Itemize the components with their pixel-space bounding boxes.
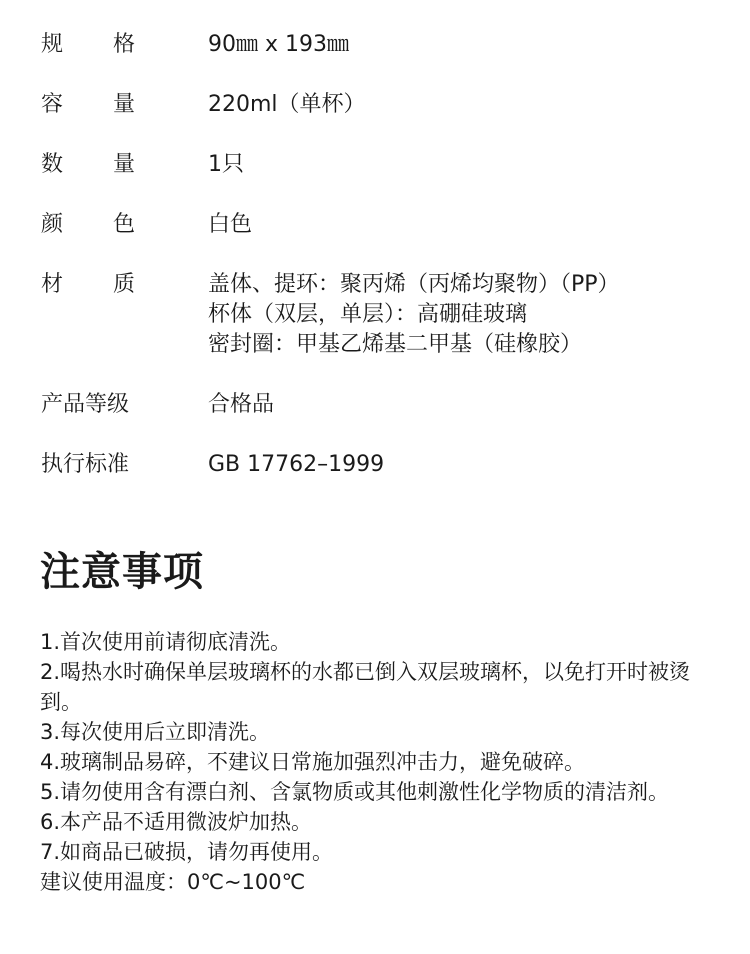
notice-list <box>40 627 712 897</box>
notice-title: 注意事项 <box>40 549 204 595</box>
spec-value <box>208 270 718 360</box>
notice-item: 2.喝热水时确保单层玻璃杯的水都已倒入双层玻璃杯，以免打开时被烫到。 <box>40 660 691 714</box>
spec-label-char: 质 <box>112 272 135 297</box>
spec-value-line: 合格品 <box>208 392 275 417</box>
spec-value-line: 白色 <box>208 212 253 237</box>
spec-label-char: 容 <box>41 92 64 117</box>
spec-value-line: 220ml（单杯） <box>208 92 366 117</box>
spec-value <box>208 30 718 60</box>
spec-value-line: GB 17762–1999 <box>208 452 385 477</box>
spec-value-line: 杯体（双层，单层）：高硼硅玻璃 <box>208 302 528 327</box>
spec-label-char: 量 <box>112 152 135 177</box>
spec-label-char: 颜 <box>41 212 64 237</box>
notice-item: 6.本产品不适用微波炉加热。 <box>40 810 313 834</box>
spec-label-char: 规 <box>41 32 64 57</box>
spec-label <box>41 30 135 60</box>
notice-item: 4.玻璃制品易碎，不建议日常施加强烈冲击力，避免破碎。 <box>40 750 586 774</box>
spec-label <box>41 210 135 240</box>
spec-value-line: 密封圈：甲基乙烯基二甲基（硅橡胶） <box>208 332 583 357</box>
spec-label-char: 量 <box>112 92 135 117</box>
spec-value-line: 1只 <box>208 152 244 177</box>
spec-label: 执行标准 <box>41 452 130 477</box>
spec-value <box>208 390 718 420</box>
spec-label-char: 材 <box>41 272 64 297</box>
spec-label-char: 数 <box>41 152 64 177</box>
spec-label-char: 格 <box>112 32 135 57</box>
spec-value <box>208 150 718 180</box>
notice-item: 建议使用温度：0℃~100℃ <box>40 870 306 894</box>
spec-label-char: 色 <box>112 212 135 237</box>
notice-item: 5.请勿使用含有漂白剂、含氯物质或其他刺激性化学物质的清洁剂。 <box>40 780 670 804</box>
spec-label: 产品等级 <box>41 392 130 417</box>
spec-value <box>208 90 718 120</box>
spec-label <box>41 150 135 180</box>
notice-item: 3.每次使用后立即清洗。 <box>40 720 271 744</box>
spec-value <box>208 450 718 480</box>
spec-value-line: 盖体、提环：聚丙烯（丙烯均聚物）（PP） <box>208 272 620 297</box>
spec-label <box>41 270 135 300</box>
spec-label <box>41 90 135 120</box>
notice-item: 1.首次使用前请彻底清洗。 <box>40 630 292 654</box>
spec-value-line: 90㎜ x 193㎜ <box>208 32 349 57</box>
spec-value <box>208 210 718 240</box>
notice-item: 7.如商品已破损，请勿再使用。 <box>40 840 334 864</box>
